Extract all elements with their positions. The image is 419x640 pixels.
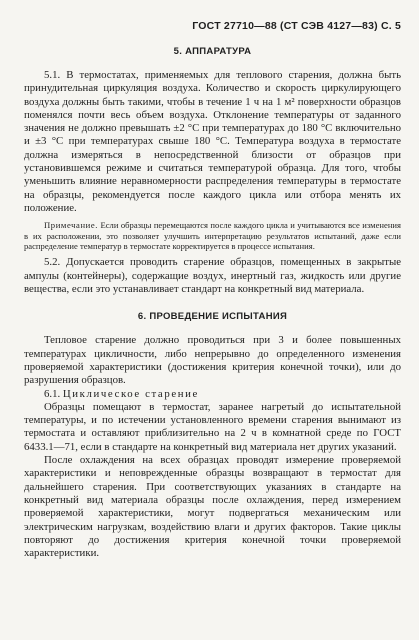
section-title-apparatus: 5. АППАРАТУРА xyxy=(173,46,252,57)
subheading-number: 6.1. xyxy=(44,387,63,400)
subheading-6-1 xyxy=(24,388,401,401)
page-header: ГОСТ 27710—88 (СТ СЭВ 4127—83) С. 5 xyxy=(192,20,401,32)
paragraph-6-1-a: Образцы помещают в термостат, заранее нагретый до испытательной температуры, и по истечении установленного времени старения вынимают из термостата и оставляют приблизительно на 2 ч в комнатной среде по ГОСТ 6433.1—71, если в стандарте на конкретный вид материала нет других указаний. xyxy=(24,400,401,453)
paragraph-5-1: 5.1. В термостатах, применяемых для теплового старения, должна быть принудительная циркуляция воздуха. Количество и скорость циркулирующего воздуха должны быть такими, чтобы в течение 1 ч на 1 м² поверхности образцов поменялся почти весь объем воздуха. Отклонение температуры от заданного значения не должно превышать ±2 °С при температурах до 180 °С включительно и ±3 °С при температурах свыше 180 °С. Температура воздуха в термостате должна измеряться в непосредственной близости от образцов при установившемся режиме и считаться температурой образца. Для того, чтобы уменьшить влияние неравномерности распределения температуры в термостате на образцы, рекомендуется после каждого цикла или отбора менять их положение. xyxy=(24,69,401,214)
section-title-testing: 6. ПРОВЕДЕНИЕ ИСПЫТАНИЯ xyxy=(137,311,288,323)
note-label: Примечание. xyxy=(44,220,99,231)
subheading-text: Циклическое старение xyxy=(62,387,199,400)
paragraph-5-2: 5.2. Допускается проводить старение образцов, помещенных в закрытые ампулы (контейнеры), содержащие воздух, инертный газ, жидкость или другие вещества, если это устанавливает стандарт на конкретный вид материала. xyxy=(24,256,401,296)
paragraph-6-intro: Тепловое старение должно проводиться при 3 и более повышенных температурах цикличности, либо непрерывно до определенного изменения проверяемой характеристики (достижения критерия конечной точки), или до разрушения образцов. xyxy=(24,334,401,387)
paragraph-6-1-b: После охлаждения на всех образцах проводят измерение проверяемой характеристики и неповрежденные образцы возвращают в термостат для дальнейшего старения. При соответствующих указаниях в стандарте на конкретный вид материала образцы после охлаждения, перед измерением проверяемой характеристики, могут подвергаться механическим или электрическим нагрузкам, воздействию влаги и других факторов. Такие циклы повторяют до достижения критерия конечной точки проверяемой характеристики. xyxy=(24,454,401,560)
note xyxy=(24,220,401,251)
note-text: Если образцы перемещаются после каждого цикла и учитываются все изменения в их расположении, это позволяет улучшить интерпретацию результатов испытаний, даже если распределение температур в термостате корректируется в процессе испытания. xyxy=(24,220,401,252)
